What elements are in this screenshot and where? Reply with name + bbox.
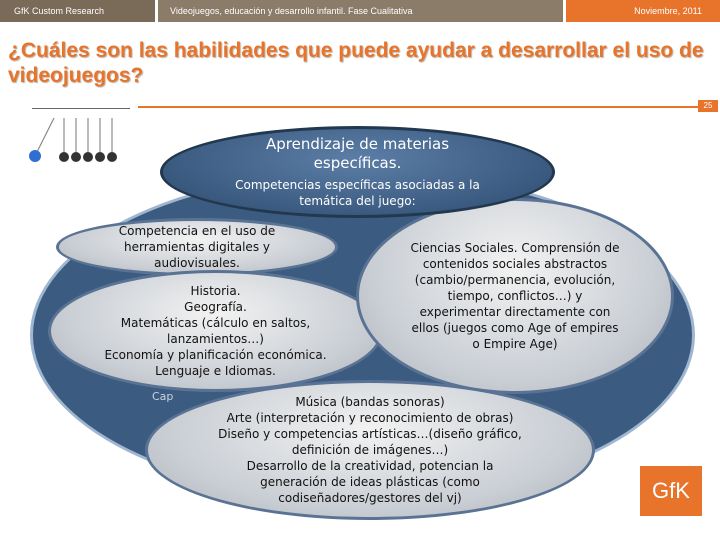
competencia-ellipse [56,218,338,276]
historia-line-1: Historia. [190,284,241,298]
slide-title: ¿Cuáles son las habilidades que puede ayudar a desarrollar el uso de videojuegos? [8,39,704,87]
materias-ellipse [160,126,555,218]
musica-line-1: Música (bandas sonoras) [295,395,445,409]
materias-subheading: Competencias específicas asociadas a la temática del juego: [235,178,480,208]
musica-line-3: Diseño y competencias artísticas…(diseño gráfico, definición de imágenes…) [218,427,522,457]
ciencias-ellipse [356,198,674,394]
header-date: Noviembre, 2011 [566,0,720,22]
competencia-text: Competencia en el uso de herramientas digitales y audiovisuales. [118,224,276,270]
title-underline [138,106,704,108]
materias-heading: Aprendizaje de materias específicas. [265,135,450,172]
historia-ellipse [48,270,383,392]
historia-line-4: Economía y planificación económica. [104,348,327,362]
historia-line-3: Matemáticas (cálculo en saltos, lanzamientos…) [120,316,311,346]
historia-line-2: Geografía. [184,300,247,314]
ciencias-text: Ciencias Sociales. Comprensión de contenidos sociales abstractos (cambio/permanencia, evolución, tiempo, conflictos…) y experimentar directamente con ellos (juegos como Age of empires o Empire Age) [410,241,620,351]
historia-line-5: Lenguaje e Idiomas. [155,364,276,378]
cradle-top-line [32,108,130,109]
musica-line-4: Desarrollo de la creatividad, potencian la generación de ideas plásticas (como codiseñadores/gestores del vj) [246,459,494,505]
header-bar [0,0,720,22]
faded-partial-text: Cap [152,390,174,403]
header-company: GfK Custom Research [0,0,155,22]
newton-cradle-icon [20,110,135,170]
musica-line-2: Arte (interpretación y reconocimiento de obras) [226,411,514,425]
musica-ellipse [145,380,595,520]
gfk-logo: GfK [640,466,702,516]
header-study-title: Videojuegos, educación y desarrollo infantil. Fase Cualitativa [158,0,563,22]
page-number: 25 [698,100,718,112]
